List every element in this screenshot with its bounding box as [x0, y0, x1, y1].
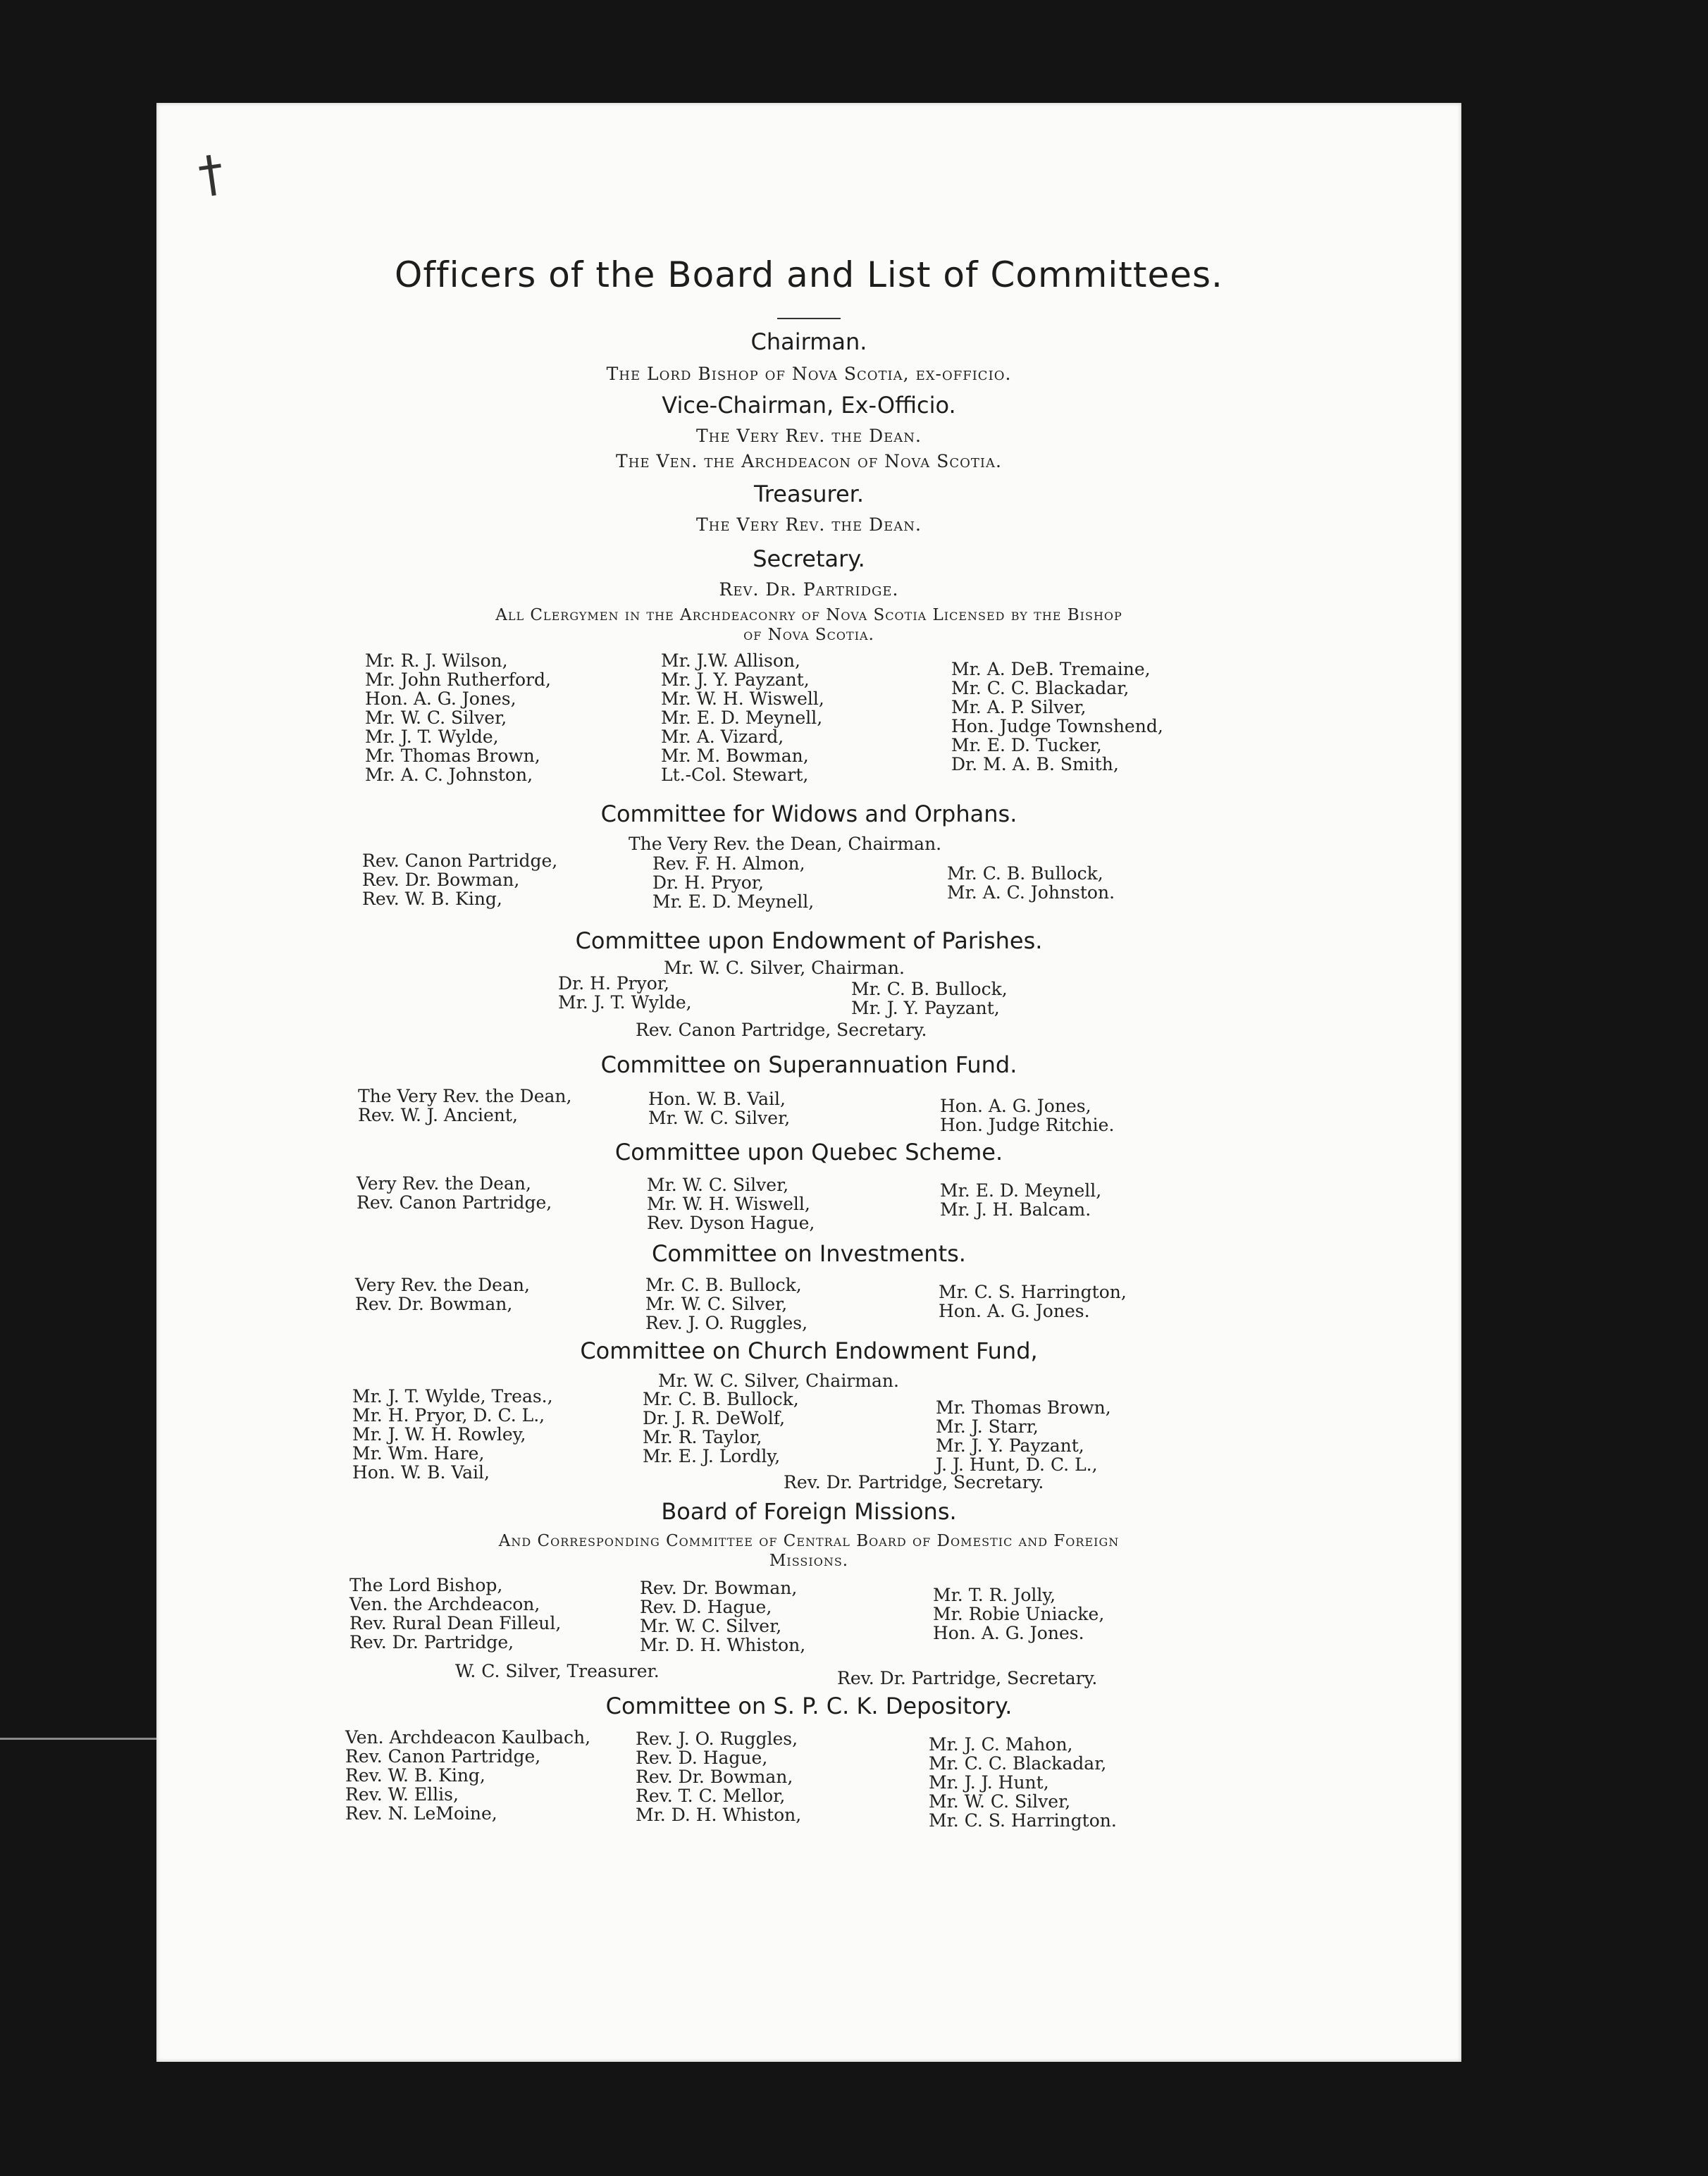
name-entry: Mr. C. C. Blackadar, [951, 678, 1130, 698]
name-entry: Rev. Rural Dean Filleul, [349, 1613, 562, 1633]
name-entry: Mr. Robie Uniacke, [933, 1604, 1105, 1624]
secretary-name: Rev. Dr. Partridge. [719, 579, 899, 600]
name-entry: Mr. W. C. Silver, [648, 1108, 791, 1128]
name-entry: Rev. D. Hague, [636, 1748, 768, 1768]
name-entry: Mr. W. C. Silver, [647, 1175, 789, 1195]
name-entry: Mr. R. J. Wilson, [365, 650, 508, 671]
endowment-column-1 [558, 974, 692, 1012]
name-entry: Mr. W. C. Silver, [365, 707, 507, 728]
name-entry: The Very Rev. the Dean, [358, 1086, 572, 1106]
investments-column-1 [355, 1275, 530, 1313]
scan-edge-line [0, 1738, 162, 1740]
foreign-missions-column-3 [933, 1585, 1104, 1643]
name-entry: Dr. H. Pryor, [652, 872, 764, 893]
foreign-missions-treasurer: W. C. Silver, Treasurer. [455, 1661, 660, 1681]
name-entry: Dr. H. Pryor, [558, 973, 669, 994]
name-entry: Ven. Archdeacon Kaulbach, [345, 1727, 591, 1748]
name-entry: Hon. A. G. Jones, [365, 688, 516, 709]
name-entry: Very Rev. the Dean, [357, 1173, 531, 1194]
endowment-secretary: Rev. Canon Partridge, Secretary. [636, 1020, 927, 1040]
name-entry: Mr. E. D. Tucker, [951, 735, 1102, 755]
name-entry: Mr. J.W. Allison, [661, 650, 800, 671]
church-endowment-column-1 [352, 1387, 553, 1482]
name-entry: Rev. W. B. King, [362, 889, 502, 909]
name-entry: Mr. J. T. Wylde, [365, 727, 499, 747]
spck-column-3 [929, 1735, 1117, 1830]
foreign-missions-column-1 [349, 1576, 561, 1652]
name-entry: Mr. C. B. Bullock, [645, 1275, 802, 1295]
name-entry: Mr. Thomas Brown, [365, 746, 540, 766]
name-entry: Mr. C. S. Harrington. [929, 1810, 1117, 1831]
name-entry: Rev. Dr. Bowman, [362, 870, 520, 890]
clergy-column-2 [661, 651, 824, 784]
name-entry: Ven. the Archdeacon, [349, 1594, 540, 1614]
quebec-heading: Committee upon Quebec Scheme. [614, 1139, 1003, 1166]
name-entry: Mr. D. H. Whiston, [636, 1805, 802, 1825]
endowment-column-2 [851, 979, 1008, 1018]
church-endowment-column-3 [936, 1398, 1111, 1474]
name-entry: Mr. C. B. Bullock, [851, 979, 1008, 999]
name-entry: Hon. Judge Townshend, [951, 716, 1163, 736]
name-entry: Hon. A. G. Jones. [939, 1301, 1090, 1321]
quebec-column-3 [940, 1181, 1101, 1219]
pencil-mark: † [194, 143, 228, 205]
name-entry: Mr. M. Bowman, [661, 746, 809, 766]
name-entry: Hon. W. B. Vail, [648, 1089, 786, 1109]
title-rule [777, 318, 841, 319]
clergy-column-3 [951, 660, 1163, 774]
name-entry: Mr. W. H. Wiswell, [661, 688, 824, 709]
name-entry: Mr. J. T. Wylde, [558, 992, 692, 1013]
name-entry: Mr. Thomas Brown, [936, 1397, 1111, 1418]
church-endowment-column-2 [643, 1390, 799, 1466]
investments-column-3 [939, 1282, 1127, 1321]
name-entry: Mr. W. C. Silver, [929, 1791, 1071, 1812]
name-entry: Mr. J. Y. Payzant, [936, 1435, 1084, 1456]
name-entry: Mr. C. C. Blackadar, [929, 1753, 1107, 1774]
widows-heading: Committee for Widows and Orphans. [600, 800, 1017, 827]
name-entry: Rev. N. LeMoine, [345, 1803, 497, 1824]
name-entry: Dr. M. A. B. Smith, [951, 754, 1119, 774]
foreign-missions-heading: Board of Foreign Missions. [661, 1498, 957, 1525]
name-entry: Hon. W. B. Vail, [352, 1462, 490, 1483]
spck-column-1 [345, 1728, 590, 1823]
name-entry: Mr. W. C. Silver, [645, 1294, 788, 1314]
investments-column-2 [645, 1275, 807, 1333]
name-entry: Rev. W. J. Ancient, [358, 1105, 518, 1125]
name-entry: Mr. T. R. Jolly, [933, 1585, 1056, 1605]
investments-heading: Committee on Investments. [652, 1240, 966, 1267]
name-entry: Rev. Canon Partridge, [362, 851, 558, 871]
church-endowment-secretary: Rev. Dr. Partridge, Secretary. [784, 1472, 1044, 1492]
quebec-column-2 [647, 1175, 815, 1232]
widows-column-2 [652, 854, 814, 911]
name-entry: Hon. Judge Ritchie. [940, 1115, 1115, 1135]
name-entry: Mr. W. H. Wiswell, [647, 1194, 810, 1214]
name-entry: Rev. J. O. Ruggles, [636, 1729, 798, 1749]
name-entry: Rev. Dr. Bowman, [640, 1578, 798, 1598]
chairman-name: The Lord Bishop of Nova Scotia, ex-officio. [606, 364, 1012, 384]
superannuation-column-1 [358, 1087, 571, 1125]
clergy-note: of Nova Scotia. [743, 626, 874, 644]
name-entry: Rev. W. B. King, [345, 1765, 485, 1786]
name-entry: Mr. C. B. Bullock, [947, 863, 1103, 884]
name-entry: Mr. J. Starr, [936, 1416, 1039, 1437]
quebec-column-1 [357, 1174, 552, 1212]
name-entry: Dr. J. R. DeWolf, [643, 1408, 786, 1428]
name-entry: The Lord Bishop, [349, 1575, 503, 1595]
name-entry: Mr. J. Y. Payzant, [851, 998, 1000, 1018]
name-entry: Mr. A. C. Johnston, [365, 765, 533, 785]
widows-column-1 [362, 851, 557, 908]
vice-chairman-name: The Very Rev. the Dean. [695, 426, 922, 446]
superannuation-column-3 [940, 1096, 1114, 1135]
name-entry: Rev. J. O. Ruggles, [645, 1313, 808, 1333]
foreign-missions-subtitle: And Corresponding Committee of Central Board of Domestic and Foreign [498, 1532, 1120, 1550]
name-entry: Mr. J. W. H. Rowley, [352, 1424, 526, 1445]
name-entry: Mr. H. Pryor, D. C. L., [352, 1405, 545, 1426]
name-entry: Rev. Canon Partridge, [357, 1192, 552, 1213]
name-entry: Mr. J. J. Hunt, [929, 1772, 1049, 1793]
name-entry: Rev. W. Ellis, [345, 1784, 459, 1805]
name-entry: Rev. Dr. Bowman, [355, 1294, 513, 1314]
church-endowment-heading: Committee on Church Endowment Fund, [580, 1337, 1038, 1364]
treasurer-heading: Treasurer. [753, 481, 865, 507]
foreign-missions-secretary: Rev. Dr. Partridge, Secretary. [837, 1668, 1098, 1688]
name-entry: Mr. W. C. Silver, [640, 1616, 782, 1636]
widows-column-3 [947, 864, 1115, 902]
clergy-note: All Clergymen in the Archdeaconry of Nova Scotia Licensed by the Bishop [495, 606, 1122, 624]
vice-chairman-heading: Vice-Chairman, Ex-Officio. [662, 392, 956, 419]
name-entry: Mr. A. Vizard, [661, 727, 784, 747]
name-entry: Mr. A. C. Johnston. [947, 882, 1115, 903]
name-entry: Rev. T. C. Mellor, [636, 1786, 786, 1806]
name-entry: Mr. E. D. Meynell, [652, 891, 815, 912]
name-entry: Mr. J. C. Mahon, [929, 1734, 1073, 1755]
foreign-missions-subtitle: Missions. [769, 1552, 849, 1570]
foreign-missions-column-2 [640, 1578, 805, 1655]
church-endowment-chairman: Mr. W. C. Silver, Chairman. [658, 1371, 899, 1391]
name-entry: Rev. Dyson Hague, [647, 1213, 815, 1233]
name-entry: Hon. A. G. Jones. [933, 1623, 1084, 1643]
name-entry: J. J. Hunt, D. C. L., [936, 1454, 1098, 1475]
name-entry: Mr. R. Taylor, [643, 1427, 762, 1447]
document-page [156, 103, 1461, 2062]
treasurer-name: The Very Rev. the Dean. [695, 514, 922, 535]
name-entry: Mr. J. Y. Payzant, [661, 669, 810, 690]
page-title: Officers of the Board and List of Committees. [395, 254, 1223, 295]
name-entry: Rev. Canon Partridge, [345, 1746, 541, 1767]
name-entry: Mr. Wm. Hare, [352, 1443, 485, 1464]
name-entry: Mr. J. H. Balcam. [940, 1199, 1091, 1220]
clergy-column-1 [365, 651, 551, 784]
chairman-heading: Chairman. [750, 328, 867, 355]
spck-heading: Committee on S. P. C. K. Depository. [605, 1693, 1013, 1719]
secretary-heading: Secretary. [753, 545, 865, 572]
spck-column-2 [636, 1729, 801, 1824]
name-entry: Rev. F. H. Almon, [652, 853, 805, 874]
name-entry: Rev. D. Hague, [640, 1597, 772, 1617]
name-entry: Mr. A. P. Silver, [951, 697, 1087, 717]
endowment-heading: Committee upon Endowment of Parishes. [575, 927, 1043, 954]
superannuation-column-2 [648, 1089, 790, 1127]
name-entry: Mr. E. J. Lordly, [643, 1446, 781, 1466]
name-entry: Mr. J. T. Wylde, Treas., [352, 1386, 553, 1407]
endowment-chairman: Mr. W. C. Silver, Chairman. [664, 958, 905, 978]
name-entry: Mr. E. D. Meynell, [661, 707, 823, 728]
name-entry: Hon. A. G. Jones, [940, 1096, 1091, 1116]
name-entry: Very Rev. the Dean, [355, 1275, 530, 1295]
name-entry: Mr. C. S. Harrington, [939, 1282, 1127, 1302]
name-entry: Mr. E. D. Meynell, [940, 1180, 1102, 1201]
name-entry: Mr. D. H. Whiston, [640, 1635, 806, 1655]
name-entry: Mr. John Rutherford, [365, 669, 551, 690]
name-entry: Mr. C. B. Bullock, [643, 1389, 799, 1409]
vice-chairman-name: The Ven. the Archdeacon of Nova Scotia. [616, 451, 1002, 471]
widows-chairman: The Very Rev. the Dean, Chairman. [629, 834, 942, 854]
name-entry: Lt.-Col. Stewart, [661, 765, 809, 785]
name-entry: Rev. Dr. Bowman, [636, 1767, 793, 1787]
superannuation-heading: Committee on Superannuation Fund. [600, 1051, 1017, 1078]
name-entry: Rev. Dr. Partridge, [349, 1632, 514, 1652]
name-entry: Mr. A. DeB. Tremaine, [951, 659, 1151, 679]
